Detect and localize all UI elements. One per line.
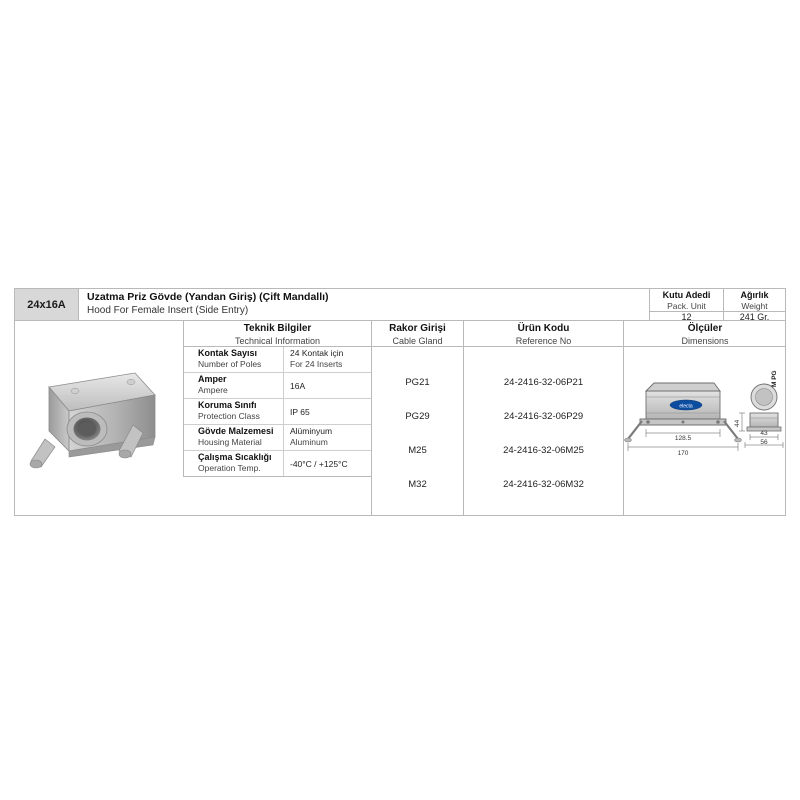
dimension-drawing [623, 347, 786, 516]
reference-value-3: 24-2416-32-06M25 [503, 444, 584, 456]
dim-side-outer: 170 [677, 450, 689, 457]
column-header-technical-en: Technical Information [234, 336, 321, 346]
tech-value-ampere-tr: 16A [290, 381, 306, 391]
tech-label-material-en: Housing Material [198, 437, 262, 447]
weight-label-en: Weight [741, 301, 768, 311]
dim-front-inner: 43 [760, 430, 768, 437]
tech-value-protection-tr: IP 65 [290, 407, 310, 417]
column-header-dimensions-en: Dimensions [681, 336, 729, 346]
technical-information-table [183, 347, 371, 477]
weight-cell [723, 289, 785, 320]
tech-value-ampere [284, 373, 371, 398]
tech-label-poles-en: Number of Poles [198, 359, 262, 369]
tech-label-protection [184, 399, 284, 424]
dim-side-inner: 128.5 [674, 435, 692, 442]
tech-label-ampere [184, 373, 284, 398]
tech-value-temperature [284, 451, 371, 476]
tech-label-material [184, 425, 284, 450]
product-photo [15, 321, 183, 516]
gland-value-4: M32 [408, 478, 427, 490]
column-header-reference [463, 321, 623, 347]
product-photo-illustration [15, 321, 183, 516]
column-header-gland [371, 321, 463, 347]
tech-value-protection [284, 399, 371, 424]
pack-unit-cell [649, 289, 723, 320]
weight-label-tr: Ağırlık [740, 290, 769, 300]
table-row [184, 451, 371, 477]
reference-value-1: 24-2416-32-06P21 [503, 376, 584, 388]
column-header-dimensions [623, 321, 786, 347]
column-header-dimensions-tr: Ölçüler [687, 323, 723, 334]
pack-unit-label-en: Pack. Unit [667, 301, 706, 311]
product-datasheet-card [14, 288, 786, 516]
product-title-tr: Uzatma Priz Gövde (Yandan Giriş) (Çift Mandallı) [87, 291, 329, 303]
dim-height: 44 [734, 419, 741, 427]
tech-label-ampere-tr: Amper [198, 374, 227, 384]
tech-label-material-tr: Gövde Malzemesi [198, 426, 274, 436]
gland-value-2: PG29 [405, 410, 430, 422]
tech-label-poles [184, 347, 284, 372]
tech-value-material-tr: Alüminyum [290, 426, 333, 436]
table-row [184, 425, 371, 451]
tech-label-poles-tr: Kontak Sayısı [198, 348, 258, 358]
dim-front-outer: 56 [760, 439, 768, 446]
tech-label-temperature-en: Operation Temp. [198, 463, 261, 473]
tech-value-poles-en: For 24 Inserts [290, 359, 343, 369]
tech-label-protection-tr: Koruma Sınıfı [198, 400, 257, 410]
column-header-reference-tr: Ürün Kodu [517, 323, 570, 334]
column-header-technical-tr: Teknik Bilgiler [243, 323, 312, 334]
pack-unit-value: 12 [650, 311, 723, 323]
column-header-reference-en: Reference No [515, 336, 572, 346]
pack-unit-label-tr: Kutu Adedi [662, 290, 711, 300]
product-title-en: Hood For Female Insert (Side Entry) [87, 305, 249, 316]
tech-label-temperature-tr: Çalışma Sıcaklığı [198, 452, 272, 462]
tech-label-protection-en: Protection Class [198, 411, 260, 421]
brand-label: electa [679, 403, 693, 410]
column-header-technical [183, 321, 371, 347]
dimension-drawing-svg [624, 347, 787, 516]
tech-label-temperature [184, 451, 284, 476]
size-code-badge: 24x16A [15, 289, 79, 320]
gland-value-3: M25 [408, 444, 427, 456]
reference-value-2: 24-2416-32-06P29 [503, 410, 584, 422]
product-title-block [87, 291, 329, 317]
table-row [184, 399, 371, 425]
table-row [184, 347, 371, 373]
dim-pg-label: M PG [771, 370, 778, 387]
gland-value-1: PG21 [405, 376, 430, 388]
weight-value: 241 Gr. [724, 311, 785, 323]
card-header [15, 289, 785, 321]
table-row [184, 373, 371, 399]
tech-value-temperature-tr: -40°C / +125°C [290, 459, 348, 469]
tech-value-poles-tr: 24 Kontak için [290, 348, 344, 358]
tech-value-poles [284, 347, 371, 372]
tech-label-ampere-en: Ampere [198, 385, 228, 395]
reference-value-4: 24-2416-32-06M32 [503, 478, 584, 490]
reference-number-column [463, 347, 623, 516]
tech-value-material-en: Aluminum [290, 437, 328, 447]
column-header-gland-tr: Rakor Girişi [389, 323, 446, 334]
cable-gland-column [371, 347, 463, 516]
tech-value-material [284, 425, 371, 450]
column-header-gland-en: Cable Gland [392, 336, 443, 346]
